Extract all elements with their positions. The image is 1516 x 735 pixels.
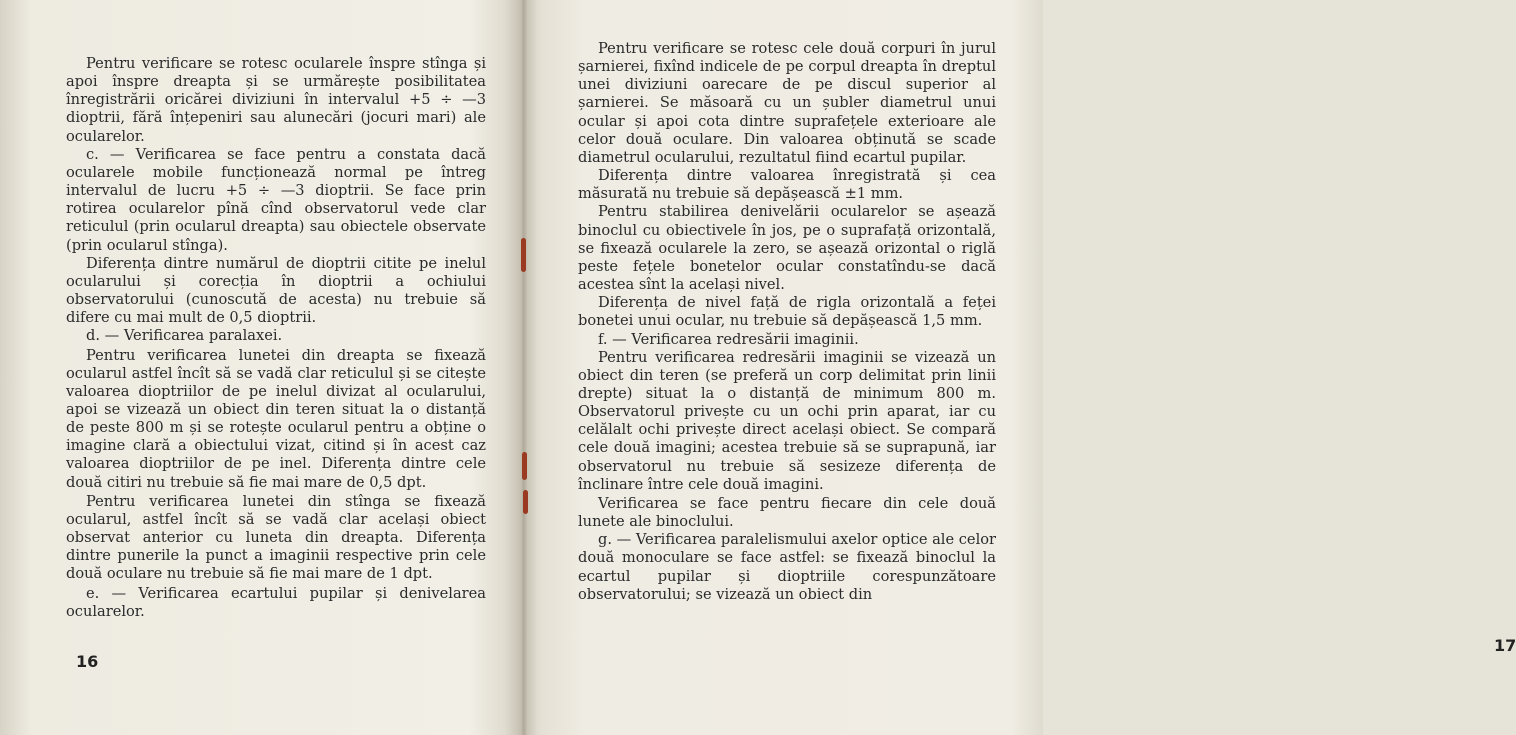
paragraph: Pentru verificare se rotesc cele două corpuri în jurul șarnierei, fixînd indicele de pe corpul dreapta în dreptul unei diviziuni oarecare de pe discul superior al șarnierei. Se măsoară cu un șubler diametrul unui ocular și apoi cota dintre suprafețele exterioare ale celor două oculare. Din valoarea obținută se scade diametrul ocularului, rezultatul fiind ecartul pupilar.: [578, 40, 996, 166]
page-number: 17: [1494, 636, 1516, 655]
paragraph: Diferența dintre valoarea înregistrată și cea măsurată nu trebuie să depășească ±1 mm.: [578, 167, 996, 203]
paragraph: Diferența dintre numărul de dioptrii citite pe inelul ocularului și corecția în dioptrii a ochiului observatorului (cunoscută de acesta) nu trebuie să difere cu mai mult de 0,5 dioptrii.: [66, 254, 486, 327]
section-heading: e. — Verificarea ecartului pupilar și denivelarea ocularelor.: [66, 584, 486, 620]
paragraph: Pentru verificarea redresării imaginii se vizează un obiect din teren (se preferă un corp delimitat prin linii drepte) situat la o distanță de minimum 800 m. Observatorul privește cu un ochi prin aparat, iar cu celălalt ochi privește direct același obiect. Se compară cele două imagini; acestea trebuie să se suprapună, iar observatorul nu trebuie să sesizeze diferența de înclinare între cele două imagini.: [578, 348, 996, 493]
paragraph: Pentru verificarea lunetei din dreapta se fixează ocularul astfel încît să se vadă clar reticulul și se citește valoarea dioptriilor de pe inelul divizat al ocularului, apoi se vizează un obiect din teren situat la o distanță de peste 800 m și se rotește ocularul pentru a obține o imagine clară a obiectului vizat, citind și în acest caz valoarea dioptriilor de pe inel. Diferența dintre cele două citiri nu trebuie să fie mai mare de 0,5 dpt.: [66, 346, 486, 491]
left-page: [0, 0, 520, 735]
paragraph: c. — Verificarea se face pentru a constata dacă ocularele mobile funcționează normal pe întreg intervalul de lucru +5 ÷ —3 dioptrii. Se face prin rotirea ocularelor pînă cînd observatorul vede clar reticulul (prin ocularul dreapta) sau obiectele observate (prin ocularul stînga).: [66, 145, 486, 254]
left-page-text: [66, 55, 486, 621]
page-number: 16: [76, 652, 99, 671]
right-page: [522, 0, 1516, 735]
section-heading: d. — Verificarea paralaxei.: [86, 327, 283, 345]
section-heading: g. — Verificarea paralelismului axelor optice ale celor două monoculare se face astfel: se fixează binoclul la ecartul pupilar și dioptriile corespunzătoare observatorului; se vizează un obiect din: [578, 531, 996, 603]
paragraph: Diferența de nivel față de rigla orizontală a feței bonetei unui ocular, nu trebuie să depășească 1,5 mm.: [578, 294, 996, 330]
paragraph: Verificarea se face pentru fiecare din cele două lunete ale binoclului.: [578, 494, 996, 531]
paragraph: Pentru verificare se rotesc ocularele înspre stînga și apoi înspre dreapta și se urmărește posibilitatea înregistrării oricărei diviziuni în intervalul +5 ÷ —3 dioptrii, fără înțepeniri sau alunecări (jocuri mari) ale ocularelor.: [66, 55, 486, 145]
paragraph: Pentru stabilirea denivelării ocularelor se așează binoclul cu obiectivele în jos, pe o suprafață orizontală, se fixează ocularele la zero, se așează orizontal o riglă peste fețele bonetelor ocular constatîndu-se dacă acestea sînt la același nivel.: [578, 203, 996, 294]
paragraph: Pentru verificarea lunetei din stînga se fixează ocularul, astfel încît să se vadă clar același obiect observat anterior cu luneta din dreapta. Diferența dintre punerile la punct a imaginii respective prin cele două oculare nu trebuie să fie mai mare de 1 dpt.: [66, 492, 486, 583]
section-heading: f. — Verificarea redresării imaginii.: [598, 330, 859, 348]
right-page-text: [578, 40, 996, 604]
